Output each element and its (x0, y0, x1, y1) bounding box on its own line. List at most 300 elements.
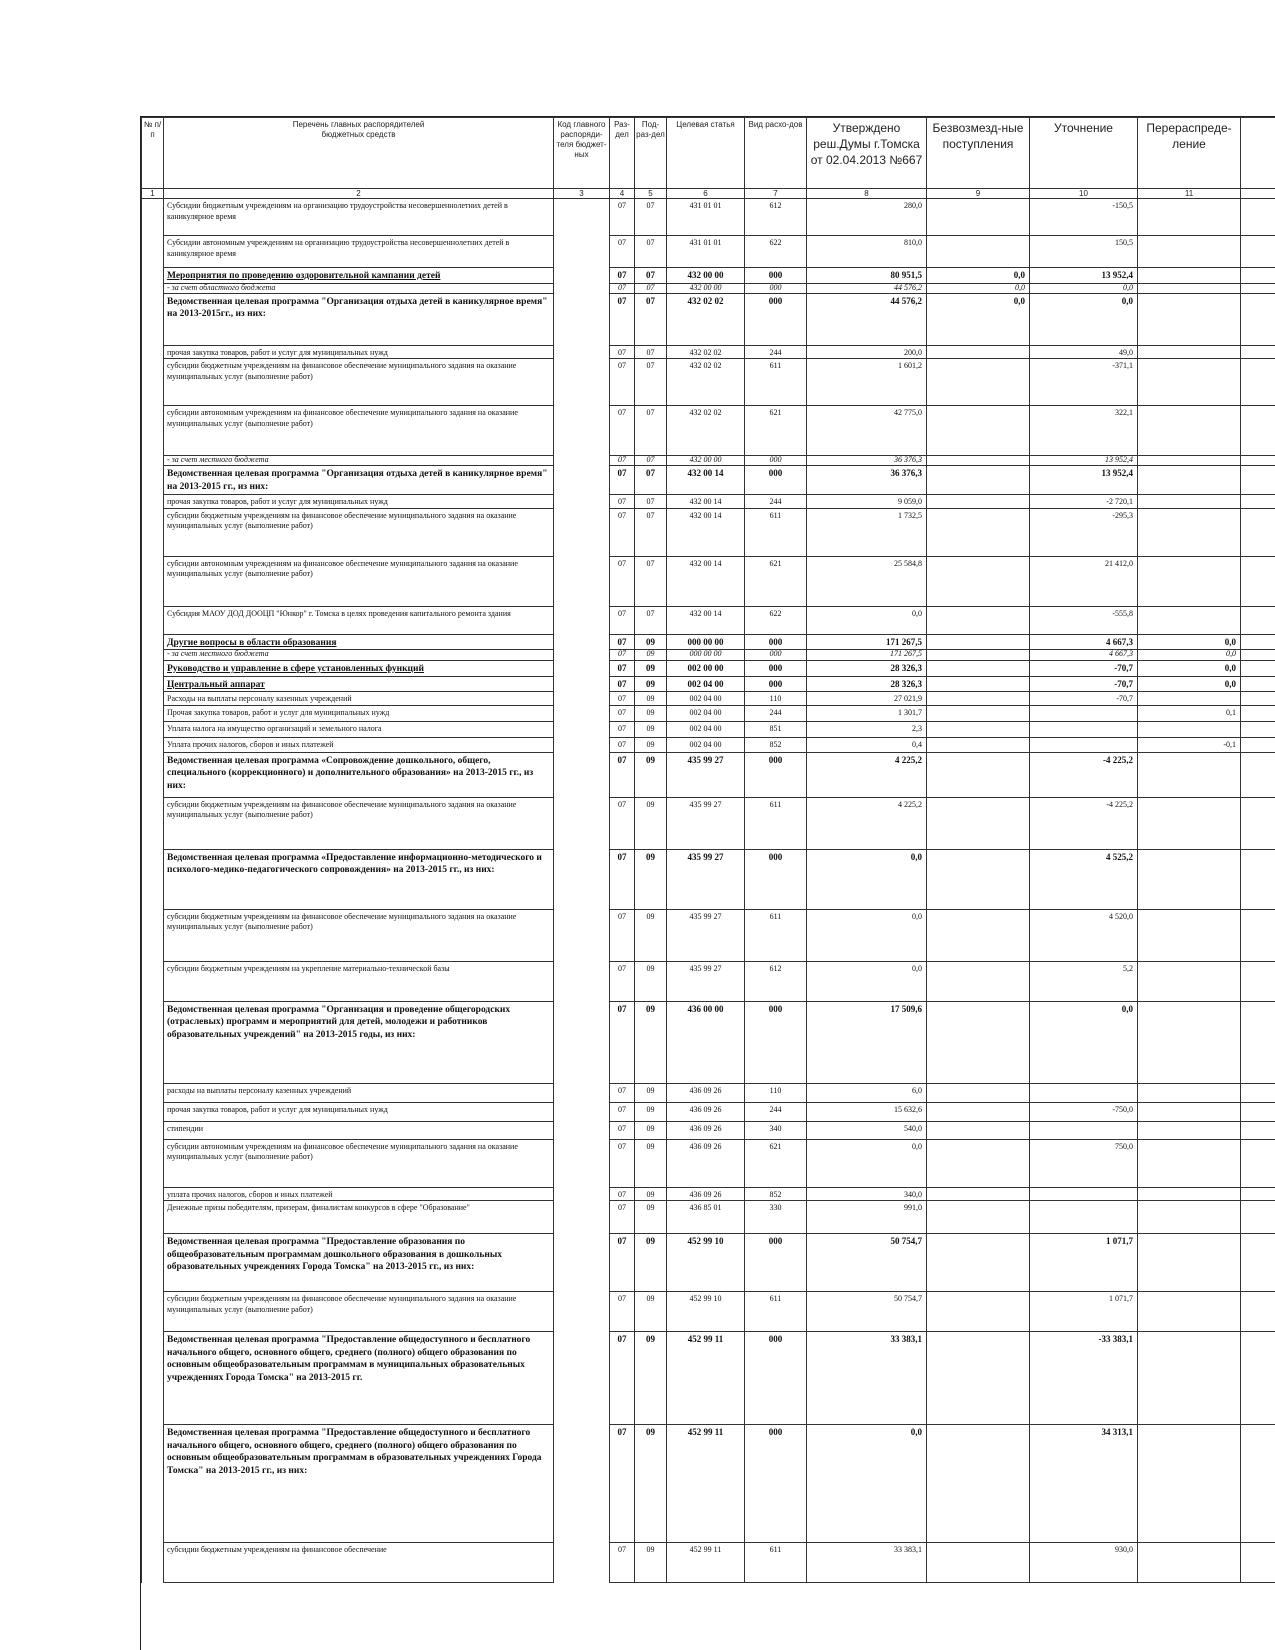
row-podrazdel: 07 (635, 199, 667, 236)
row-redistribution (1138, 406, 1241, 456)
row-approved: 17 509,6 (807, 1001, 927, 1083)
row-gratis (927, 849, 1030, 909)
row-number (142, 1001, 164, 1083)
row-approved: 80 951,5 (807, 268, 927, 284)
row-expense-type: 611 (745, 1292, 807, 1332)
row-expense-type: 244 (745, 495, 807, 509)
row-target-article: 002 04 00 (667, 721, 745, 737)
row-gr-code (554, 752, 610, 797)
row-podrazdel: 09 (635, 650, 667, 661)
row-gratis: 0,0 (927, 268, 1030, 284)
row-number (142, 1332, 164, 1425)
row-extra (1241, 466, 1275, 495)
row-gr-code (554, 676, 610, 692)
table-header (142, 118, 1275, 199)
row-gratis (927, 345, 1030, 359)
row-name: субсидии бюджетным учреждениям на финансовое обеспечение (164, 1543, 554, 1583)
row-target-article: 000 00 00 (667, 650, 745, 661)
row-expense-type: 000 (745, 676, 807, 692)
row-redistribution (1138, 849, 1241, 909)
row-podrazdel: 07 (635, 508, 667, 556)
row-redistribution (1138, 1121, 1241, 1139)
header-gratis: Безвозмезд-ные поступления (927, 118, 1030, 189)
row-number (142, 199, 164, 236)
row-name: субсидии бюджетным учреждениям на финансовое обеспечение муниципального задания на оказание муниципальных услуг (выполнение работ) (164, 359, 554, 406)
row-expense-type: 612 (745, 961, 807, 1001)
row-gratis (927, 797, 1030, 849)
row-expense-type: 000 (745, 1332, 807, 1425)
row-number (142, 661, 164, 677)
row-clarification: -33 383,1 (1030, 1332, 1138, 1425)
row-podrazdel: 09 (635, 676, 667, 692)
row-expense-type: 000 (745, 1425, 807, 1543)
row-podrazdel: 07 (635, 293, 667, 345)
row-gratis (927, 556, 1030, 606)
row-extra (1241, 236, 1275, 268)
row-podrazdel: 09 (635, 797, 667, 849)
row-redistribution (1138, 797, 1241, 849)
row-target-article: 452 99 10 (667, 1292, 745, 1332)
row-name: субсидии автономным учреждениям на финансовое обеспечение муниципального задания на оказание муниципальных услуг (выполнение работ) (164, 1139, 554, 1187)
row-expense-type: 622 (745, 606, 807, 634)
row-number (142, 909, 164, 961)
row-gratis (927, 1121, 1030, 1139)
row-razdel: 07 (610, 1121, 635, 1139)
row-redistribution (1138, 1332, 1241, 1425)
row-approved: 42 775,0 (807, 406, 927, 456)
table-row (142, 199, 1275, 236)
row-clarification: -4 225,2 (1030, 797, 1138, 849)
row-expense-type: 611 (745, 508, 807, 556)
header-podrazdel: Под-раз-дел (635, 118, 667, 189)
row-extra (1241, 692, 1275, 706)
table-row (142, 466, 1275, 495)
row-name: Денежные призы победителям, призерам, финалистам конкурсов в сфере "Образование" (164, 1201, 554, 1234)
row-clarification: 930,0 (1030, 1543, 1138, 1583)
row-redistribution (1138, 961, 1241, 1001)
row-expense-type: 622 (745, 236, 807, 268)
table-row (142, 508, 1275, 556)
row-redistribution (1138, 1187, 1241, 1201)
row-approved: 0,0 (807, 1139, 927, 1187)
row-podrazdel: 07 (635, 606, 667, 634)
row-approved: 6,0 (807, 1083, 927, 1102)
row-name: Ведомственная целевая программа "Организация отдыха детей в каникулярное время" на 2013-2015гг., из них: (164, 293, 554, 345)
row-gratis: 0,0 (927, 283, 1030, 293)
row-razdel: 07 (610, 1425, 635, 1543)
row-number (142, 466, 164, 495)
row-redistribution (1138, 606, 1241, 634)
row-extra (1241, 1102, 1275, 1121)
row-target-article: 452 99 11 (667, 1425, 745, 1543)
table-body (142, 199, 1275, 1583)
row-expense-type: 621 (745, 556, 807, 606)
row-gr-code (554, 1102, 610, 1121)
row-podrazdel: 09 (635, 721, 667, 737)
row-gratis (927, 1139, 1030, 1187)
row-expense-type: 611 (745, 359, 807, 406)
row-target-article: 002 04 00 (667, 692, 745, 706)
row-number (142, 556, 164, 606)
row-target-article: 002 04 00 (667, 676, 745, 692)
row-target-article: 432 02 02 (667, 345, 745, 359)
table-row (142, 359, 1275, 406)
row-expense-type: 612 (745, 199, 807, 236)
row-clarification (1030, 1083, 1138, 1102)
row-extra (1241, 650, 1275, 661)
row-number (142, 705, 164, 721)
row-extra (1241, 1292, 1275, 1332)
row-razdel: 07 (610, 466, 635, 495)
row-gr-code (554, 849, 610, 909)
row-approved: 2,3 (807, 721, 927, 737)
row-name: Субсидии автономным учреждениям на организацию трудоустройства несовершеннолетних детей в каникулярное время (164, 236, 554, 268)
row-extra (1241, 345, 1275, 359)
row-razdel: 07 (610, 359, 635, 406)
row-expense-type: 110 (745, 692, 807, 706)
row-podrazdel: 07 (635, 556, 667, 606)
row-gratis (927, 1083, 1030, 1102)
row-gr-code (554, 961, 610, 1001)
row-target-article: 002 04 00 (667, 705, 745, 721)
row-razdel: 07 (610, 268, 635, 284)
row-name: субсидии бюджетным учреждениям на укрепление материально-технической базы (164, 961, 554, 1001)
row-expense-type: 611 (745, 797, 807, 849)
row-approved: 0,0 (807, 606, 927, 634)
row-clarification: 4 667,3 (1030, 650, 1138, 661)
row-number (142, 1425, 164, 1543)
row-expense-type: 244 (745, 345, 807, 359)
row-podrazdel: 07 (635, 359, 667, 406)
row-expense-type: 000 (745, 1001, 807, 1083)
row-number (142, 692, 164, 706)
row-name: субсидии автономным учреждениям на финансовое обеспечение муниципального задания на оказание муниципальных услуг (выполнение работ) (164, 406, 554, 456)
row-name: уплата прочих налогов, сборов и иных платежей (164, 1187, 554, 1201)
row-number (142, 236, 164, 268)
row-number (142, 634, 164, 650)
row-podrazdel: 09 (635, 849, 667, 909)
row-razdel: 07 (610, 721, 635, 737)
row-gratis (927, 752, 1030, 797)
table-row (142, 752, 1275, 797)
row-gr-code (554, 909, 610, 961)
row-expense-type: 000 (745, 293, 807, 345)
row-gratis (927, 1292, 1030, 1332)
row-razdel: 07 (610, 661, 635, 677)
row-razdel: 07 (610, 1102, 635, 1121)
row-clarification: -150,5 (1030, 199, 1138, 236)
row-redistribution (1138, 1201, 1241, 1234)
colnum: 3 (554, 189, 610, 199)
row-gratis (927, 406, 1030, 456)
row-razdel: 07 (610, 705, 635, 721)
table-row (142, 1425, 1275, 1543)
row-number (142, 1083, 164, 1102)
row-target-article: 452 99 11 (667, 1543, 745, 1583)
row-target-article: 002 00 00 (667, 661, 745, 677)
row-name: прочая закупка товаров, работ и услуг для муниципальных нужд (164, 495, 554, 509)
row-podrazdel: 09 (635, 737, 667, 752)
table-row (142, 1292, 1275, 1332)
row-gr-code (554, 199, 610, 236)
row-gratis (927, 721, 1030, 737)
row-podrazdel: 09 (635, 961, 667, 1001)
row-approved: 9 059,0 (807, 495, 927, 509)
row-extra (1241, 634, 1275, 650)
row-razdel: 07 (610, 650, 635, 661)
row-target-article: 431 01 01 (667, 199, 745, 236)
row-razdel: 07 (610, 1234, 635, 1292)
row-extra (1241, 737, 1275, 752)
row-razdel: 07 (610, 236, 635, 268)
row-name: Ведомственная целевая программа "Предоставление образования по общеобразовательным программам дошкольного образования в дошкольных образовательных учреждениях Города Томска" на 2013-2015 гг., из них: (164, 1234, 554, 1292)
row-clarification: 13 952,4 (1030, 268, 1138, 284)
row-approved: 200,0 (807, 345, 927, 359)
row-extra (1241, 1332, 1275, 1425)
row-razdel: 07 (610, 283, 635, 293)
row-extra (1241, 721, 1275, 737)
table-row (142, 661, 1275, 677)
row-gratis (927, 1001, 1030, 1083)
row-name: Субсидии бюджетным учреждениям на организацию трудоустройства несовершеннолетних детей в каникулярное время (164, 199, 554, 236)
row-clarification: 13 952,4 (1030, 456, 1138, 466)
row-podrazdel: 09 (635, 634, 667, 650)
row-gr-code (554, 1083, 610, 1102)
row-razdel: 07 (610, 692, 635, 706)
row-redistribution: -0,1 (1138, 737, 1241, 752)
row-target-article: 436 85 01 (667, 1201, 745, 1234)
row-target-article: 000 00 00 (667, 634, 745, 650)
row-podrazdel: 07 (635, 495, 667, 509)
row-gratis (927, 676, 1030, 692)
row-razdel: 07 (610, 508, 635, 556)
colnum: 8 (807, 189, 927, 199)
row-clarification: -555,8 (1030, 606, 1138, 634)
row-clarification: -2 720,1 (1030, 495, 1138, 509)
row-razdel: 07 (610, 1187, 635, 1201)
row-extra (1241, 1001, 1275, 1083)
row-redistribution (1138, 909, 1241, 961)
table-row (142, 1187, 1275, 1201)
row-gr-code (554, 1139, 610, 1187)
row-name: Ведомственная целевая программа "Предоставление общедоступного и бесплатного начального общего, основного общего, среднего (полного) общего образования по основным общеобразовательным программам в образовательных учреждениях Города Томска" на 2013-2015 гг., из них: (164, 1425, 554, 1543)
row-redistribution: 0,0 (1138, 676, 1241, 692)
row-target-article: 432 00 14 (667, 606, 745, 634)
row-number (142, 495, 164, 509)
row-extra (1241, 849, 1275, 909)
row-clarification (1030, 1201, 1138, 1234)
row-podrazdel: 09 (635, 1201, 667, 1234)
row-gratis (927, 199, 1030, 236)
row-approved: 28 326,3 (807, 676, 927, 692)
row-target-article: 432 00 00 (667, 456, 745, 466)
row-target-article: 436 09 26 (667, 1187, 745, 1201)
row-expense-type: 000 (745, 466, 807, 495)
row-extra (1241, 797, 1275, 849)
row-name: Прочая закупка товаров, работ и услуг для муниципальных нужд (164, 705, 554, 721)
row-clarification (1030, 1187, 1138, 1201)
row-expense-type: 110 (745, 1083, 807, 1102)
row-name: - за счет местного бюджета (164, 456, 554, 466)
row-razdel: 07 (610, 199, 635, 236)
row-gratis (927, 661, 1030, 677)
table-row (142, 606, 1275, 634)
row-name: субсидии автономным учреждениям на финансовое обеспечение муниципального задания на оказание муниципальных услуг (выполнение работ) (164, 556, 554, 606)
row-redistribution (1138, 1139, 1241, 1187)
table-row (142, 406, 1275, 456)
row-clarification (1030, 1121, 1138, 1139)
header-expense-type: Вид расхо-дов (745, 118, 807, 189)
row-redistribution (1138, 721, 1241, 737)
row-clarification: 4 525,2 (1030, 849, 1138, 909)
row-approved: 171 267,5 (807, 650, 927, 661)
table-row (142, 1139, 1275, 1187)
table-row (142, 961, 1275, 1001)
row-gratis (927, 508, 1030, 556)
row-clarification: 750,0 (1030, 1139, 1138, 1187)
row-podrazdel: 09 (635, 1332, 667, 1425)
row-extra (1241, 705, 1275, 721)
row-gratis (927, 1332, 1030, 1425)
row-expense-type: 244 (745, 1102, 807, 1121)
table-row (142, 1201, 1275, 1234)
row-expense-type: 000 (745, 283, 807, 293)
row-approved: 810,0 (807, 236, 927, 268)
row-name: субсидии бюджетным учреждениям на финансовое обеспечение муниципального задания на оказание муниципальных услуг (выполнение работ) (164, 797, 554, 849)
row-approved: 44 576,2 (807, 293, 927, 345)
row-extra (1241, 406, 1275, 456)
row-approved: 540,0 (807, 1121, 927, 1139)
budget-sheet (140, 116, 1275, 1650)
row-gr-code (554, 692, 610, 706)
row-number (142, 1187, 164, 1201)
row-podrazdel: 09 (635, 1139, 667, 1187)
row-razdel: 07 (610, 909, 635, 961)
row-expense-type: 000 (745, 650, 807, 661)
colnum: 11 (1138, 189, 1241, 199)
row-name: Ведомственная целевая программа «Сопровождение дошкольного, общего, специального (коррекционного) и дополнительного образования» на 2013-2015 гг., из них: (164, 752, 554, 797)
colnum: 1 (142, 189, 164, 199)
colnum: 9 (927, 189, 1030, 199)
colnum: 4 (610, 189, 635, 199)
table-row (142, 345, 1275, 359)
table-row (142, 1332, 1275, 1425)
row-target-article: 432 02 02 (667, 359, 745, 406)
row-gratis (927, 961, 1030, 1001)
row-clarification: -70,7 (1030, 676, 1138, 692)
row-podrazdel: 07 (635, 456, 667, 466)
row-approved: 36 376,3 (807, 456, 927, 466)
row-target-article: 452 99 11 (667, 1332, 745, 1425)
row-gr-code (554, 1234, 610, 1292)
row-razdel: 07 (610, 752, 635, 797)
row-gr-code (554, 1425, 610, 1543)
row-razdel: 07 (610, 456, 635, 466)
row-approved: 50 754,7 (807, 1292, 927, 1332)
row-approved: 4 225,2 (807, 797, 927, 849)
header-num: № п/п (142, 118, 164, 189)
row-redistribution (1138, 466, 1241, 495)
row-extra (1241, 1083, 1275, 1102)
row-number (142, 849, 164, 909)
row-approved: 0,0 (807, 849, 927, 909)
row-redistribution (1138, 508, 1241, 556)
row-name: Расходы на выплаты персоналу казенных учреждений (164, 692, 554, 706)
row-target-article: 452 99 10 (667, 1234, 745, 1292)
row-podrazdel: 09 (635, 692, 667, 706)
row-gr-code (554, 293, 610, 345)
header-extra (1241, 118, 1275, 189)
row-gratis (927, 1201, 1030, 1234)
row-approved: 280,0 (807, 199, 927, 236)
row-target-article: 431 01 01 (667, 236, 745, 268)
row-gr-code (554, 359, 610, 406)
row-extra (1241, 556, 1275, 606)
row-number (142, 1543, 164, 1583)
row-redistribution (1138, 359, 1241, 406)
row-expense-type: 000 (745, 456, 807, 466)
row-extra (1241, 676, 1275, 692)
row-expense-type: 611 (745, 909, 807, 961)
row-number (142, 676, 164, 692)
row-name: Субсидия МАОУ ДОД ДООЦП "Юнкор" г. Томска в целях проведения капитального ремонта здания (164, 606, 554, 634)
row-approved: 1 732,5 (807, 508, 927, 556)
row-podrazdel: 09 (635, 1425, 667, 1543)
row-gratis (927, 1234, 1030, 1292)
colnum: 6 (667, 189, 745, 199)
row-razdel: 07 (610, 676, 635, 692)
row-approved: 15 632,6 (807, 1102, 927, 1121)
row-expense-type: 852 (745, 737, 807, 752)
colnum: 10 (1030, 189, 1138, 199)
table-row (142, 1121, 1275, 1139)
row-razdel: 07 (610, 1139, 635, 1187)
row-approved: 44 576,2 (807, 283, 927, 293)
row-clarification: 5,2 (1030, 961, 1138, 1001)
table-row (142, 268, 1275, 284)
row-clarification: -750,0 (1030, 1102, 1138, 1121)
row-approved: 0,0 (807, 909, 927, 961)
row-extra (1241, 495, 1275, 509)
row-clarification: -70,7 (1030, 661, 1138, 677)
row-extra (1241, 456, 1275, 466)
colnum (1241, 189, 1275, 199)
row-approved: 0,0 (807, 1425, 927, 1543)
row-razdel: 07 (610, 1332, 635, 1425)
row-gratis (927, 466, 1030, 495)
row-gr-code (554, 1001, 610, 1083)
row-number (142, 606, 164, 634)
row-gr-code (554, 1121, 610, 1139)
row-clarification: 4 667,3 (1030, 634, 1138, 650)
row-razdel: 07 (610, 1543, 635, 1583)
row-razdel: 07 (610, 1083, 635, 1102)
row-razdel: 07 (610, 1201, 635, 1234)
row-redistribution: 0,1 (1138, 705, 1241, 721)
row-podrazdel: 09 (635, 1102, 667, 1121)
row-gratis (927, 1102, 1030, 1121)
row-number (142, 961, 164, 1001)
row-expense-type: 000 (745, 849, 807, 909)
row-redistribution (1138, 1001, 1241, 1083)
row-gr-code (554, 406, 610, 456)
row-name: Уплата налога на имущество организаций и земельного налога (164, 721, 554, 737)
row-expense-type: 340 (745, 1121, 807, 1139)
row-number (142, 1234, 164, 1292)
row-number (142, 737, 164, 752)
row-extra (1241, 293, 1275, 345)
row-podrazdel: 09 (635, 705, 667, 721)
